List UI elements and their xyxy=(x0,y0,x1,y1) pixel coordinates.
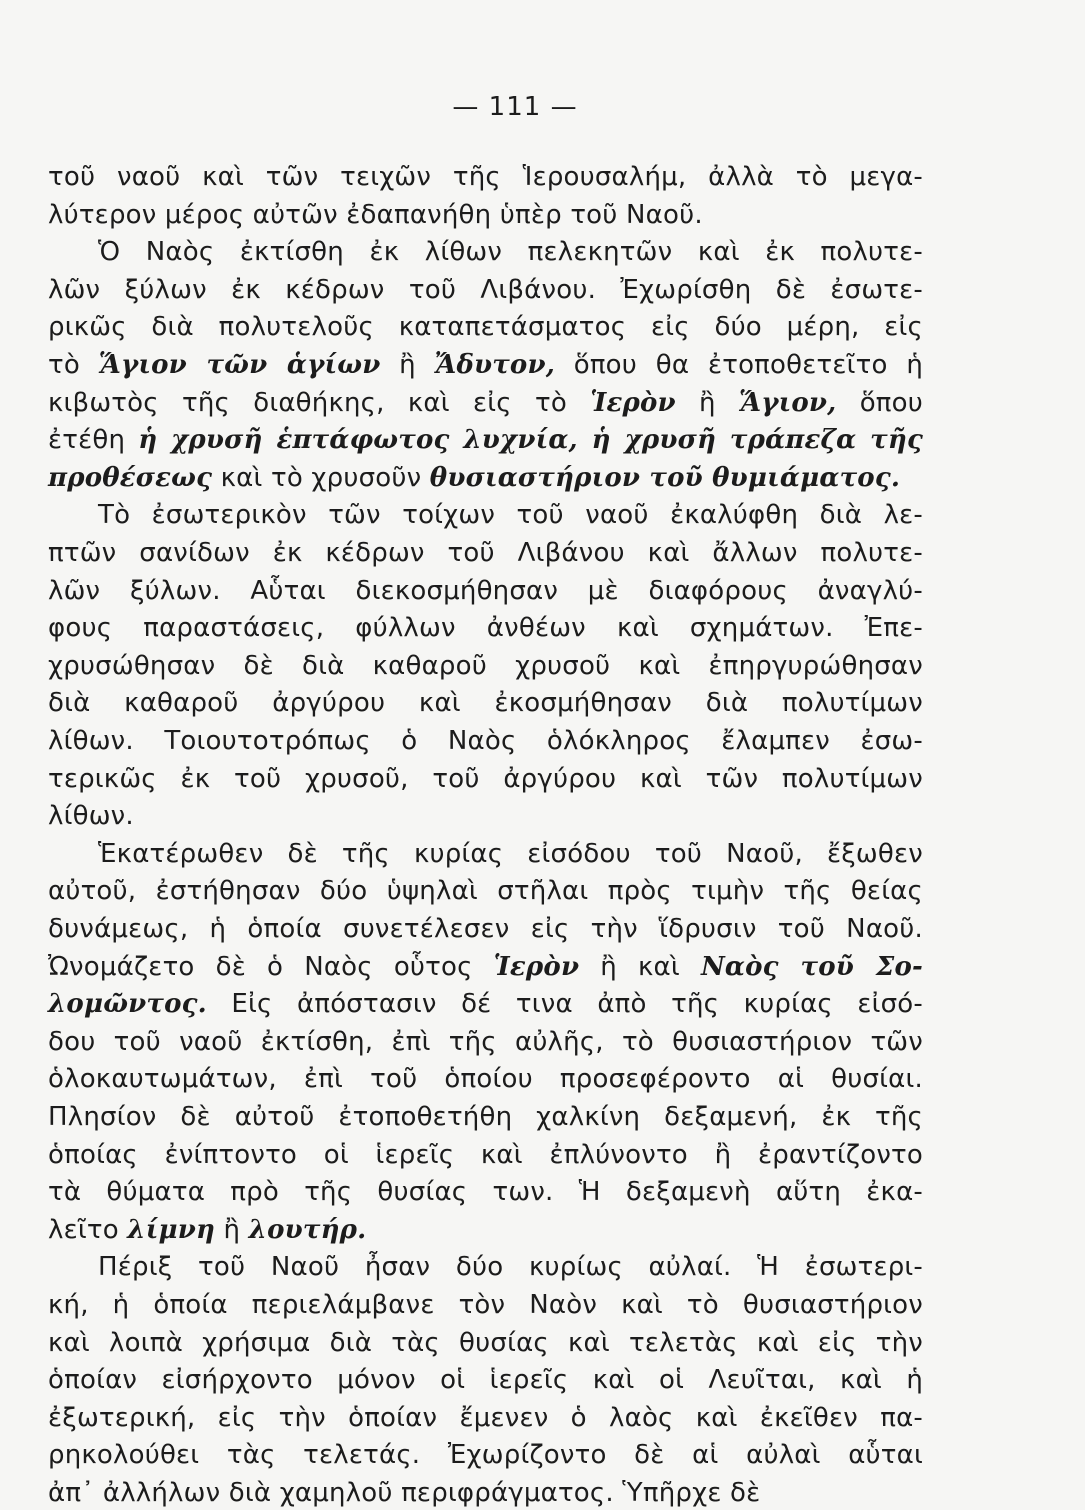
text-segment: ρηκολούθει τὰς τελετάς. Ἐχωρίζοντο δὲ αἱ αὐλαὶ αὗται xyxy=(48,1440,923,1471)
emphasized-term: Ἄδυτον, xyxy=(434,350,555,380)
text-segment: Εἰς ἀπόστασιν δέ τινα ἀπὸ τῆς κυρίας εἰσό- xyxy=(206,989,923,1020)
text-line xyxy=(48,1288,923,1322)
text-line xyxy=(48,611,923,645)
text-line xyxy=(48,273,923,307)
text-segment: Ὠνομάζετο δὲ ὁ Ναὸς οὗτος xyxy=(48,951,494,982)
text-line xyxy=(48,799,923,833)
emphasized-term: Ἱερὸν xyxy=(590,387,676,418)
text-segment: ἢ xyxy=(675,387,739,418)
text-segment: Πλησίον δὲ αὐτοῦ ἐτοποθετήθη χαλκίνη δεξαμενή, ἐκ τῆς xyxy=(48,1102,923,1132)
text-line xyxy=(48,386,923,420)
text-line xyxy=(48,461,923,495)
text-line xyxy=(48,310,923,344)
text-line xyxy=(48,1438,923,1472)
text-segment: ὁποίαν εἰσήρχοντο μόνον οἱ ἱερεῖς καὶ οἱ Λευῖται, καὶ ἡ xyxy=(48,1365,923,1396)
text-segment: χρυσώθησαν δὲ διὰ καθαροῦ χρυσοῦ καὶ ἐπηργυρώθησαν xyxy=(48,650,923,681)
text-line xyxy=(48,1476,923,1510)
text-line xyxy=(48,1363,923,1397)
text-segment: ρικῶς διὰ πολυτελοῦς καταπετάσματος εἰς δύο μέρη, εἰς xyxy=(48,312,923,343)
text-line xyxy=(48,1213,923,1247)
text-segment: ἢ xyxy=(380,350,435,380)
text-line xyxy=(48,987,923,1021)
text-segment: ὁλοκαυτωμάτων, ἐπὶ τοῦ ὁποίου προσεφέροντο αἱ θυσίαι. xyxy=(48,1064,923,1095)
text-segment: δυνάμεως, ἡ ὁποία συνετέλεσεν εἰς τὴν ἵδρυσιν τοῦ Ναοῦ. xyxy=(48,914,923,944)
text-line xyxy=(48,1062,923,1096)
text-segment: διὰ καθαροῦ ἀργύρου καὶ ἐκοσμήθησαν διὰ πολυτίμων xyxy=(48,688,923,719)
text-segment: τὸ xyxy=(48,350,99,380)
text-segment: καὶ τὸ χρυσοῦν xyxy=(212,462,430,493)
emphasized-term: λομῶντος. xyxy=(48,989,207,1020)
text-segment: ἢ καὶ xyxy=(579,951,701,982)
text-segment: Τὸ ἐσωτερικὸν τῶν τοίχων τοῦ ναοῦ ἐκαλύφθη διὰ λε- xyxy=(98,500,923,531)
text-segment: τὰ θύματα πρὸ τῆς θυσίας των. Ἡ δεξαμενὴ αὕτη ἐκα- xyxy=(48,1177,923,1208)
emphasized-term: Ἱερὸν xyxy=(493,951,580,982)
text-segment: κή, ἡ ὁποία περιελάμβανε τὸν Ναὸν καὶ τὸ θυσιαστήριον xyxy=(48,1290,923,1320)
text-line xyxy=(48,1401,923,1435)
emphasized-term: Ἅγιον, xyxy=(738,387,837,418)
text-line xyxy=(48,574,923,608)
text-line xyxy=(48,1025,923,1059)
text-line xyxy=(48,1100,923,1134)
emphasized-term: προθέσεως xyxy=(48,462,213,493)
text-line xyxy=(48,423,923,457)
text-line xyxy=(98,1250,923,1284)
text-line xyxy=(48,762,923,796)
text-line xyxy=(48,1175,923,1209)
text-line xyxy=(98,498,923,532)
text-segment: τερικῶς ἐκ τοῦ χρυσοῦ, τοῦ ἀργύρου καὶ τῶν πολυτίμων xyxy=(48,763,923,794)
text-segment: ὅπου xyxy=(836,387,924,418)
text-segment: κιβωτὸς τῆς διαθήκης, καὶ εἰς τὸ xyxy=(48,387,591,418)
emphasized-term: Ἅγιον τῶν ἁγίων xyxy=(98,350,381,380)
text-line xyxy=(48,536,923,570)
text-line xyxy=(48,348,923,382)
text-segment: ὅπου θα ἐτοποθετεῖτο ἡ xyxy=(554,350,923,380)
text-line xyxy=(48,874,923,908)
emphasized-term: λουτήρ. xyxy=(248,1214,367,1245)
emphasized-term: ἡ χρυσῆ ἑπτάφωτος λυχνία, ἡ χρυσῆ τράπεζα τῆς xyxy=(138,425,923,456)
text-segment: πτῶν σανίδων ἐκ κέδρων τοῦ Λιβάνου καὶ ἄλλων πολυτε- xyxy=(48,538,923,568)
text-line xyxy=(48,686,923,720)
emphasized-term: Ναὸς τοῦ Σο- xyxy=(700,951,924,982)
text-segment: φους παραστάσεις, φύλλων ἀνθέων καὶ σχημάτων. Ἐπε- xyxy=(48,613,923,644)
text-segment: Ὁ Ναὸς ἐκτίσθη ἐκ λίθων πελεκητῶν καὶ ἐκ πολυτε- xyxy=(98,237,923,268)
text-segment: ἀπ᾽ ἀλλήλων διὰ χαμηλοῦ περιφράγματος. Ὑπῆρχε δὲ xyxy=(48,1478,761,1508)
text-line xyxy=(98,837,923,871)
text-segment: Πέριξ τοῦ Ναοῦ ἦσαν δύο κυρίως αὐλαί. Ἡ ἐσωτερι- xyxy=(98,1252,923,1283)
text-segment: δου τοῦ ναοῦ ἐκτίσθη, ἐπὶ τῆς αὐλῆς, τὸ θυσιαστήριον τῶν xyxy=(48,1026,923,1057)
text-segment: τοῦ ναοῦ καὶ τῶν τειχῶν τῆς Ἱερουσαλήμ, ἀλλὰ τὸ μεγα- xyxy=(48,162,923,192)
text-segment: ὁποίας ἐνίπτοντο οἱ ἱερεῖς καὶ ἐπλύνοντο ἢ ἐραντίζοντο xyxy=(48,1139,923,1170)
text-segment: λίθων. xyxy=(48,801,134,832)
text-line xyxy=(48,1326,923,1360)
text-line xyxy=(98,235,923,269)
text-line xyxy=(48,1138,923,1172)
text-segment: λῶν ξύλων ἐκ κέδρων τοῦ Λιβάνου. Ἐχωρίσθη δὲ ἐσωτε- xyxy=(48,274,923,305)
text-line xyxy=(48,950,923,984)
text-line xyxy=(48,198,923,232)
text-line xyxy=(48,724,923,758)
text-segment: λύτερον μέρος αὐτῶν ἐδαπανήθη ὑπὲρ τοῦ Ναοῦ. xyxy=(48,199,703,230)
text-segment: ἐτέθη xyxy=(48,425,139,456)
text-segment: αὐτοῦ, ἐστήθησαν δύο ὑψηλαὶ στῆλαι πρὸς τιμὴν τῆς θείας xyxy=(48,876,923,907)
text-segment: ἢ xyxy=(215,1214,249,1245)
emphasized-term: λίμνη xyxy=(127,1214,216,1245)
text-line xyxy=(48,649,923,683)
text-segment: λεῖτο xyxy=(48,1214,128,1245)
text-segment: λῶν ξύλων. Αὗται διεκοσμήθησαν μὲ διαφόρους ἀναγλύ- xyxy=(48,575,923,606)
text-segment: λίθων. Τοιουτοτρόπως ὁ Ναὸς ὁλόκληρος ἔλαμπεν ἐσω- xyxy=(48,726,923,756)
emphasized-term: θυσιαστήριον τοῦ θυμιάματος. xyxy=(429,462,901,493)
text-line xyxy=(48,912,923,946)
text-segment: Ἑκατέρωθεν δὲ τῆς κυρίας εἰσόδου τοῦ Ναοῦ, ἔξωθεν xyxy=(98,838,923,869)
text-line xyxy=(48,160,923,194)
text-segment: ἐξωτερική, εἰς τὴν ὁποίαν ἔμενεν ὁ λαὸς καὶ ἐκεῖθεν πα- xyxy=(48,1402,923,1433)
text-segment: καὶ λοιπὰ χρήσιμα διὰ τὰς θυσίας καὶ τελετὰς καὶ εἰς τὴν xyxy=(48,1327,923,1358)
page-number: — 111 — xyxy=(452,92,578,122)
